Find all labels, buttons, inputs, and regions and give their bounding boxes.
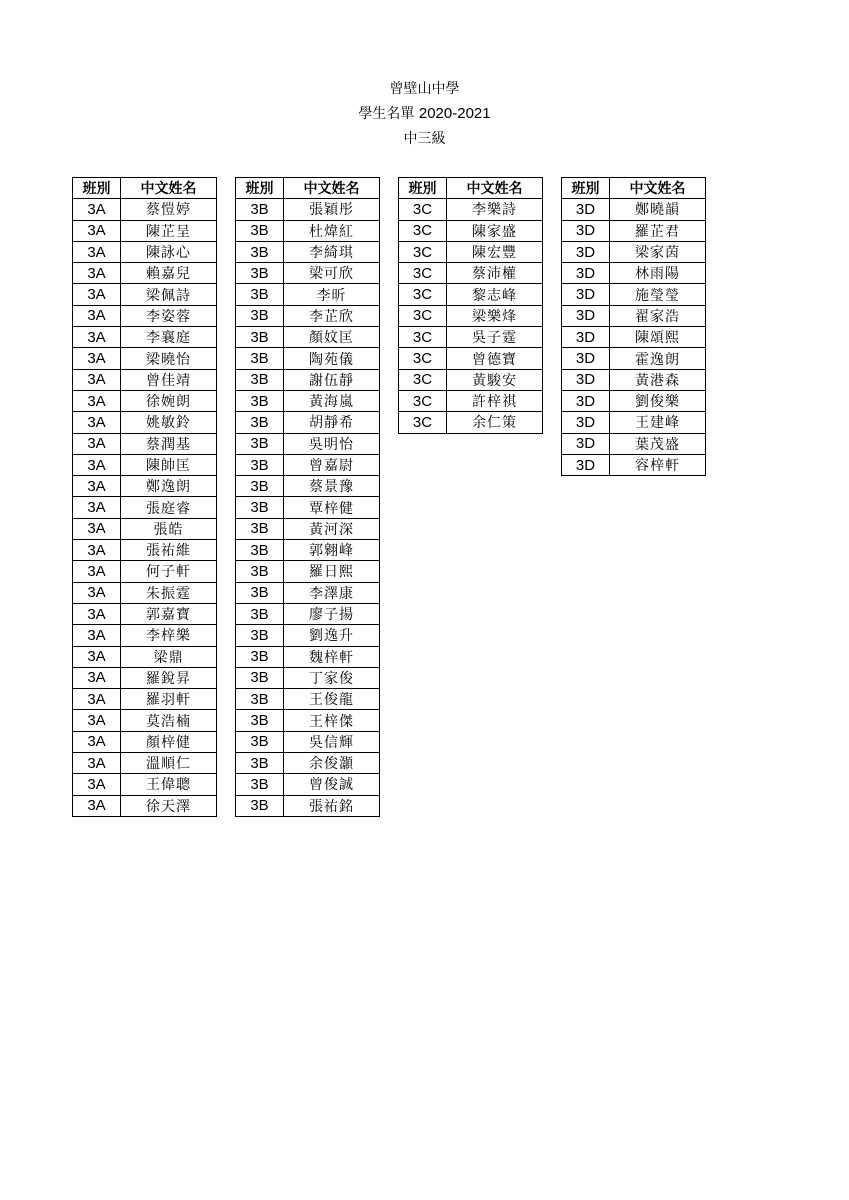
- table-row: [73, 305, 217, 326]
- table-row: [562, 433, 706, 454]
- class-cell: 3B: [236, 646, 284, 667]
- student-name-cell: 蔡景豫: [284, 476, 380, 497]
- class-cell: 3A: [73, 518, 121, 539]
- table-row: [236, 667, 380, 688]
- class-cell: 3B: [236, 369, 284, 390]
- class-cell: 3A: [73, 433, 121, 454]
- name-column-header: 中文姓名: [610, 178, 706, 199]
- table-row: [236, 689, 380, 710]
- student-name-cell: 張祐維: [121, 540, 217, 561]
- student-name-cell: 梁可欣: [284, 263, 380, 284]
- class-cell: 3A: [73, 774, 121, 795]
- student-name-cell: 劉俊樂: [610, 390, 706, 411]
- class-cell: 3A: [73, 327, 121, 348]
- class-cell: 3A: [73, 263, 121, 284]
- table-row: [562, 305, 706, 326]
- table-row: [562, 412, 706, 433]
- grade-name: 中三級: [403, 131, 446, 147]
- student-name-cell: 許梓祺: [447, 390, 543, 411]
- student-name-cell: 顏妏匡: [284, 327, 380, 348]
- class-cell: 3B: [236, 710, 284, 731]
- class-cell: 3A: [73, 625, 121, 646]
- student-name-cell: 吳明怡: [284, 433, 380, 454]
- table-row: [73, 220, 217, 241]
- table-row: [236, 561, 380, 582]
- class-cell: 3D: [562, 220, 610, 241]
- student-name-cell: 王俊龍: [284, 689, 380, 710]
- class-cell: 3B: [236, 305, 284, 326]
- student-name-cell: 魏梓軒: [284, 646, 380, 667]
- student-name-cell: 李樂詩: [447, 199, 543, 220]
- table-row: [73, 710, 217, 731]
- table-row: [236, 540, 380, 561]
- student-name-cell: 梁曉怡: [121, 348, 217, 369]
- class-cell: 3A: [73, 561, 121, 582]
- class-cell: 3C: [399, 220, 447, 241]
- class-cell: 3D: [562, 348, 610, 369]
- class-cell: 3B: [236, 284, 284, 305]
- class-cell: 3D: [562, 284, 610, 305]
- class-cell: 3A: [73, 795, 121, 816]
- class-cell: 3D: [562, 263, 610, 284]
- student-name-cell: 徐婉朗: [121, 390, 217, 411]
- student-name-cell: 賴嘉兒: [121, 263, 217, 284]
- class-cell: 3B: [236, 199, 284, 220]
- table-row: [73, 603, 217, 624]
- student-name-cell: 胡靜希: [284, 412, 380, 433]
- list-title-text: 學生名單: [358, 106, 419, 122]
- class-cell: 3A: [73, 753, 121, 774]
- table-row: [73, 327, 217, 348]
- table-row: [399, 412, 543, 433]
- name-column-header: 中文姓名: [447, 178, 543, 199]
- student-name-cell: 翟家浩: [610, 305, 706, 326]
- table-row: [399, 199, 543, 220]
- table-row: [236, 710, 380, 731]
- roster-table-3a: [72, 177, 217, 817]
- student-name-cell: 曾嘉尉: [284, 454, 380, 475]
- student-name-cell: 杜煒紅: [284, 220, 380, 241]
- table-row: [73, 689, 217, 710]
- student-name-cell: 梁鼎: [121, 646, 217, 667]
- class-cell: 3C: [399, 412, 447, 433]
- student-name-cell: 朱振霆: [121, 582, 217, 603]
- class-cell: 3A: [73, 454, 121, 475]
- class-cell: 3A: [73, 710, 121, 731]
- class-cell: 3A: [73, 646, 121, 667]
- table-row: [236, 625, 380, 646]
- roster-table-3d: [561, 177, 706, 476]
- student-name-cell: 黎志峰: [447, 284, 543, 305]
- table-row: [399, 263, 543, 284]
- table-row: [399, 241, 543, 262]
- class-cell: 3C: [399, 390, 447, 411]
- student-name-cell: 李梓樂: [121, 625, 217, 646]
- student-name-cell: 余仁策: [447, 412, 543, 433]
- class-cell: 3D: [562, 369, 610, 390]
- student-name-cell: 吳信輝: [284, 731, 380, 752]
- class-cell: 3C: [399, 199, 447, 220]
- table-header-row: [562, 178, 706, 199]
- student-name-cell: 黃港森: [610, 369, 706, 390]
- student-name-cell: 陳頌熙: [610, 327, 706, 348]
- table-row: [562, 263, 706, 284]
- student-name-cell: 王偉聰: [121, 774, 217, 795]
- table-row: [562, 348, 706, 369]
- table-row: [73, 454, 217, 475]
- class-cell: 3B: [236, 390, 284, 411]
- class-cell: 3B: [236, 625, 284, 646]
- list-title-year: 2020-2021: [418, 105, 491, 122]
- class-cell: 3B: [236, 582, 284, 603]
- class-cell: 3B: [236, 518, 284, 539]
- table-row: [236, 412, 380, 433]
- class-cell: 3B: [236, 603, 284, 624]
- student-name-cell: 陳芷呈: [121, 220, 217, 241]
- student-name-cell: 郭嘉寶: [121, 603, 217, 624]
- class-column-header: 班別: [399, 178, 447, 199]
- class-cell: 3B: [236, 327, 284, 348]
- student-name-cell: 陶苑儀: [284, 348, 380, 369]
- class-cell: 3A: [73, 199, 121, 220]
- table-row: [562, 369, 706, 390]
- table-row: [73, 561, 217, 582]
- table-row: [236, 774, 380, 795]
- student-name-cell: 陳帥匡: [121, 454, 217, 475]
- class-column-header: 班別: [73, 178, 121, 199]
- class-cell: 3B: [236, 433, 284, 454]
- student-name-cell: 黃河深: [284, 518, 380, 539]
- class-cell: 3B: [236, 412, 284, 433]
- class-cell: 3A: [73, 582, 121, 603]
- table-row: [236, 646, 380, 667]
- class-cell: 3D: [562, 454, 610, 475]
- table-row: [73, 497, 217, 518]
- student-name-cell: 吳子霆: [447, 327, 543, 348]
- table-row: [236, 476, 380, 497]
- table-row: [236, 369, 380, 390]
- student-name-cell: 曾俊誠: [284, 774, 380, 795]
- table-row: [73, 667, 217, 688]
- table-row: [73, 369, 217, 390]
- student-name-cell: 廖子揚: [284, 603, 380, 624]
- name-column-header: 中文姓名: [121, 178, 217, 199]
- student-name-cell: 陳詠心: [121, 241, 217, 262]
- table-row: [236, 284, 380, 305]
- student-name-cell: 張皓: [121, 518, 217, 539]
- student-name-cell: 梁家茵: [610, 241, 706, 262]
- student-name-cell: 陳宏豐: [447, 241, 543, 262]
- class-cell: 3D: [562, 433, 610, 454]
- student-name-cell: 霍逸朗: [610, 348, 706, 369]
- student-name-cell: 蔡潤基: [121, 433, 217, 454]
- class-cell: 3B: [236, 497, 284, 518]
- student-name-cell: 鄭逸朗: [121, 476, 217, 497]
- class-cell: 3D: [562, 199, 610, 220]
- student-name-cell: 施瑩瑩: [610, 284, 706, 305]
- class-cell: 3B: [236, 689, 284, 710]
- table-row: [562, 199, 706, 220]
- class-cell: 3C: [399, 369, 447, 390]
- class-cell: 3C: [399, 327, 447, 348]
- student-name-cell: 梁樂烽: [447, 305, 543, 326]
- table-row: [236, 795, 380, 816]
- table-row: [236, 518, 380, 539]
- class-cell: 3B: [236, 795, 284, 816]
- class-column-header: 班別: [236, 178, 284, 199]
- table-row: [73, 774, 217, 795]
- table-row: [236, 348, 380, 369]
- student-name-cell: 蔡愷婷: [121, 199, 217, 220]
- class-cell: 3A: [73, 369, 121, 390]
- student-name-cell: 曾佳靖: [121, 369, 217, 390]
- student-name-cell: 莫浩楠: [121, 710, 217, 731]
- student-name-cell: 羅芷君: [610, 220, 706, 241]
- student-name-cell: 張祐銘: [284, 795, 380, 816]
- table-row: [73, 348, 217, 369]
- table-header-row: [236, 178, 380, 199]
- class-cell: 3A: [73, 497, 121, 518]
- student-name-cell: 陳家盛: [447, 220, 543, 241]
- class-cell: 3B: [236, 731, 284, 752]
- student-name-cell: 蔡沛權: [447, 263, 543, 284]
- student-name-cell: 張穎彤: [284, 199, 380, 220]
- table-row: [73, 795, 217, 816]
- class-cell: 3C: [399, 348, 447, 369]
- table-row: [73, 284, 217, 305]
- table-row: [562, 220, 706, 241]
- table-row: [236, 731, 380, 752]
- class-cell: 3A: [73, 348, 121, 369]
- table-row: [562, 327, 706, 348]
- table-header-row: [399, 178, 543, 199]
- class-cell: 3A: [73, 667, 121, 688]
- student-name-cell: 黃駿安: [447, 369, 543, 390]
- student-name-cell: 羅羽軒: [121, 689, 217, 710]
- table-row: [399, 390, 543, 411]
- table-row: [399, 369, 543, 390]
- table-row: [73, 540, 217, 561]
- class-cell: 3B: [236, 348, 284, 369]
- roster-table-3c: [398, 177, 543, 434]
- table-row: [399, 327, 543, 348]
- student-name-cell: 溫順仁: [121, 753, 217, 774]
- table-row: [73, 412, 217, 433]
- class-cell: 3B: [236, 540, 284, 561]
- class-cell: 3A: [73, 603, 121, 624]
- table-row: [399, 284, 543, 305]
- student-name-cell: 覃梓健: [284, 497, 380, 518]
- table-row: [562, 241, 706, 262]
- class-cell: 3A: [73, 220, 121, 241]
- student-name-cell: 丁家俊: [284, 667, 380, 688]
- student-name-cell: 葉茂盛: [610, 433, 706, 454]
- student-name-cell: 劉逸升: [284, 625, 380, 646]
- class-cell: 3A: [73, 241, 121, 262]
- class-cell: 3A: [73, 731, 121, 752]
- student-name-cell: 林雨陽: [610, 263, 706, 284]
- student-name-cell: 李芷欣: [284, 305, 380, 326]
- table-row: [73, 646, 217, 667]
- class-cell: 3B: [236, 454, 284, 475]
- table-row: [236, 433, 380, 454]
- class-cell: 3D: [562, 390, 610, 411]
- class-cell: 3A: [73, 689, 121, 710]
- student-name-cell: 顏梓健: [121, 731, 217, 752]
- class-cell: 3B: [236, 220, 284, 241]
- class-cell: 3B: [236, 241, 284, 262]
- student-name-cell: 黃海嵐: [284, 390, 380, 411]
- class-cell: 3A: [73, 412, 121, 433]
- table-row: [236, 327, 380, 348]
- student-name-cell: 羅日熙: [284, 561, 380, 582]
- table-row: [236, 603, 380, 624]
- class-cell: 3B: [236, 753, 284, 774]
- table-row: [73, 433, 217, 454]
- table-row: [73, 625, 217, 646]
- list-title: [0, 105, 849, 123]
- class-cell: 3C: [399, 263, 447, 284]
- class-cell: 3D: [562, 412, 610, 433]
- student-name-cell: 何子軒: [121, 561, 217, 582]
- table-row: [236, 199, 380, 220]
- student-name-cell: 李姿蓉: [121, 305, 217, 326]
- class-cell: 3D: [562, 327, 610, 348]
- student-name-cell: 李襄庭: [121, 327, 217, 348]
- student-name-cell: 羅銳昇: [121, 667, 217, 688]
- student-name-cell: 鄭曉韻: [610, 199, 706, 220]
- student-name-cell: 謝伍靜: [284, 369, 380, 390]
- school-name: 曾壁山中學: [389, 81, 460, 97]
- table-row: [562, 284, 706, 305]
- table-row: [236, 305, 380, 326]
- roster-table-3b: [235, 177, 380, 817]
- table-row: [73, 753, 217, 774]
- table-row: [73, 241, 217, 262]
- table-row: [236, 241, 380, 262]
- class-cell: 3B: [236, 561, 284, 582]
- student-name-cell: 張庭睿: [121, 497, 217, 518]
- class-cell: 3C: [399, 241, 447, 262]
- student-name-cell: 容梓軒: [610, 454, 706, 475]
- class-cell: 3B: [236, 263, 284, 284]
- class-cell: 3B: [236, 667, 284, 688]
- table-row: [399, 348, 543, 369]
- table-header-row: [73, 178, 217, 199]
- student-name-cell: 李澤康: [284, 582, 380, 603]
- table-row: [562, 390, 706, 411]
- table-row: [73, 390, 217, 411]
- student-name-cell: 李昕: [284, 284, 380, 305]
- class-cell: 3B: [236, 774, 284, 795]
- table-row: [73, 731, 217, 752]
- class-cell: 3D: [562, 305, 610, 326]
- student-name-cell: 李綺琪: [284, 241, 380, 262]
- class-cell: 3C: [399, 305, 447, 326]
- class-column-header: 班別: [562, 178, 610, 199]
- student-name-cell: 徐天澤: [121, 795, 217, 816]
- table-row: [236, 220, 380, 241]
- class-cell: 3A: [73, 305, 121, 326]
- table-row: [236, 753, 380, 774]
- student-name-cell: 王建峰: [610, 412, 706, 433]
- table-row: [399, 305, 543, 326]
- class-cell: 3A: [73, 540, 121, 561]
- name-column-header: 中文姓名: [284, 178, 380, 199]
- class-cell: 3C: [399, 284, 447, 305]
- table-row: [236, 497, 380, 518]
- class-cell: 3A: [73, 390, 121, 411]
- table-row: [73, 518, 217, 539]
- class-cell: 3A: [73, 476, 121, 497]
- student-name-cell: 郭翱峰: [284, 540, 380, 561]
- table-row: [399, 220, 543, 241]
- student-name-cell: 姚敏鈴: [121, 412, 217, 433]
- table-row: [236, 263, 380, 284]
- table-row: [73, 263, 217, 284]
- class-cell: 3D: [562, 241, 610, 262]
- table-row: [562, 454, 706, 475]
- class-cell: 3B: [236, 476, 284, 497]
- student-name-cell: 曾德寶: [447, 348, 543, 369]
- student-name-cell: 王梓傑: [284, 710, 380, 731]
- table-row: [236, 390, 380, 411]
- table-row: [236, 582, 380, 603]
- student-name-cell: 余俊灝: [284, 753, 380, 774]
- table-row: [73, 582, 217, 603]
- table-row: [73, 199, 217, 220]
- table-row: [73, 476, 217, 497]
- table-row: [236, 454, 380, 475]
- class-cell: 3A: [73, 284, 121, 305]
- student-name-cell: 梁佩詩: [121, 284, 217, 305]
